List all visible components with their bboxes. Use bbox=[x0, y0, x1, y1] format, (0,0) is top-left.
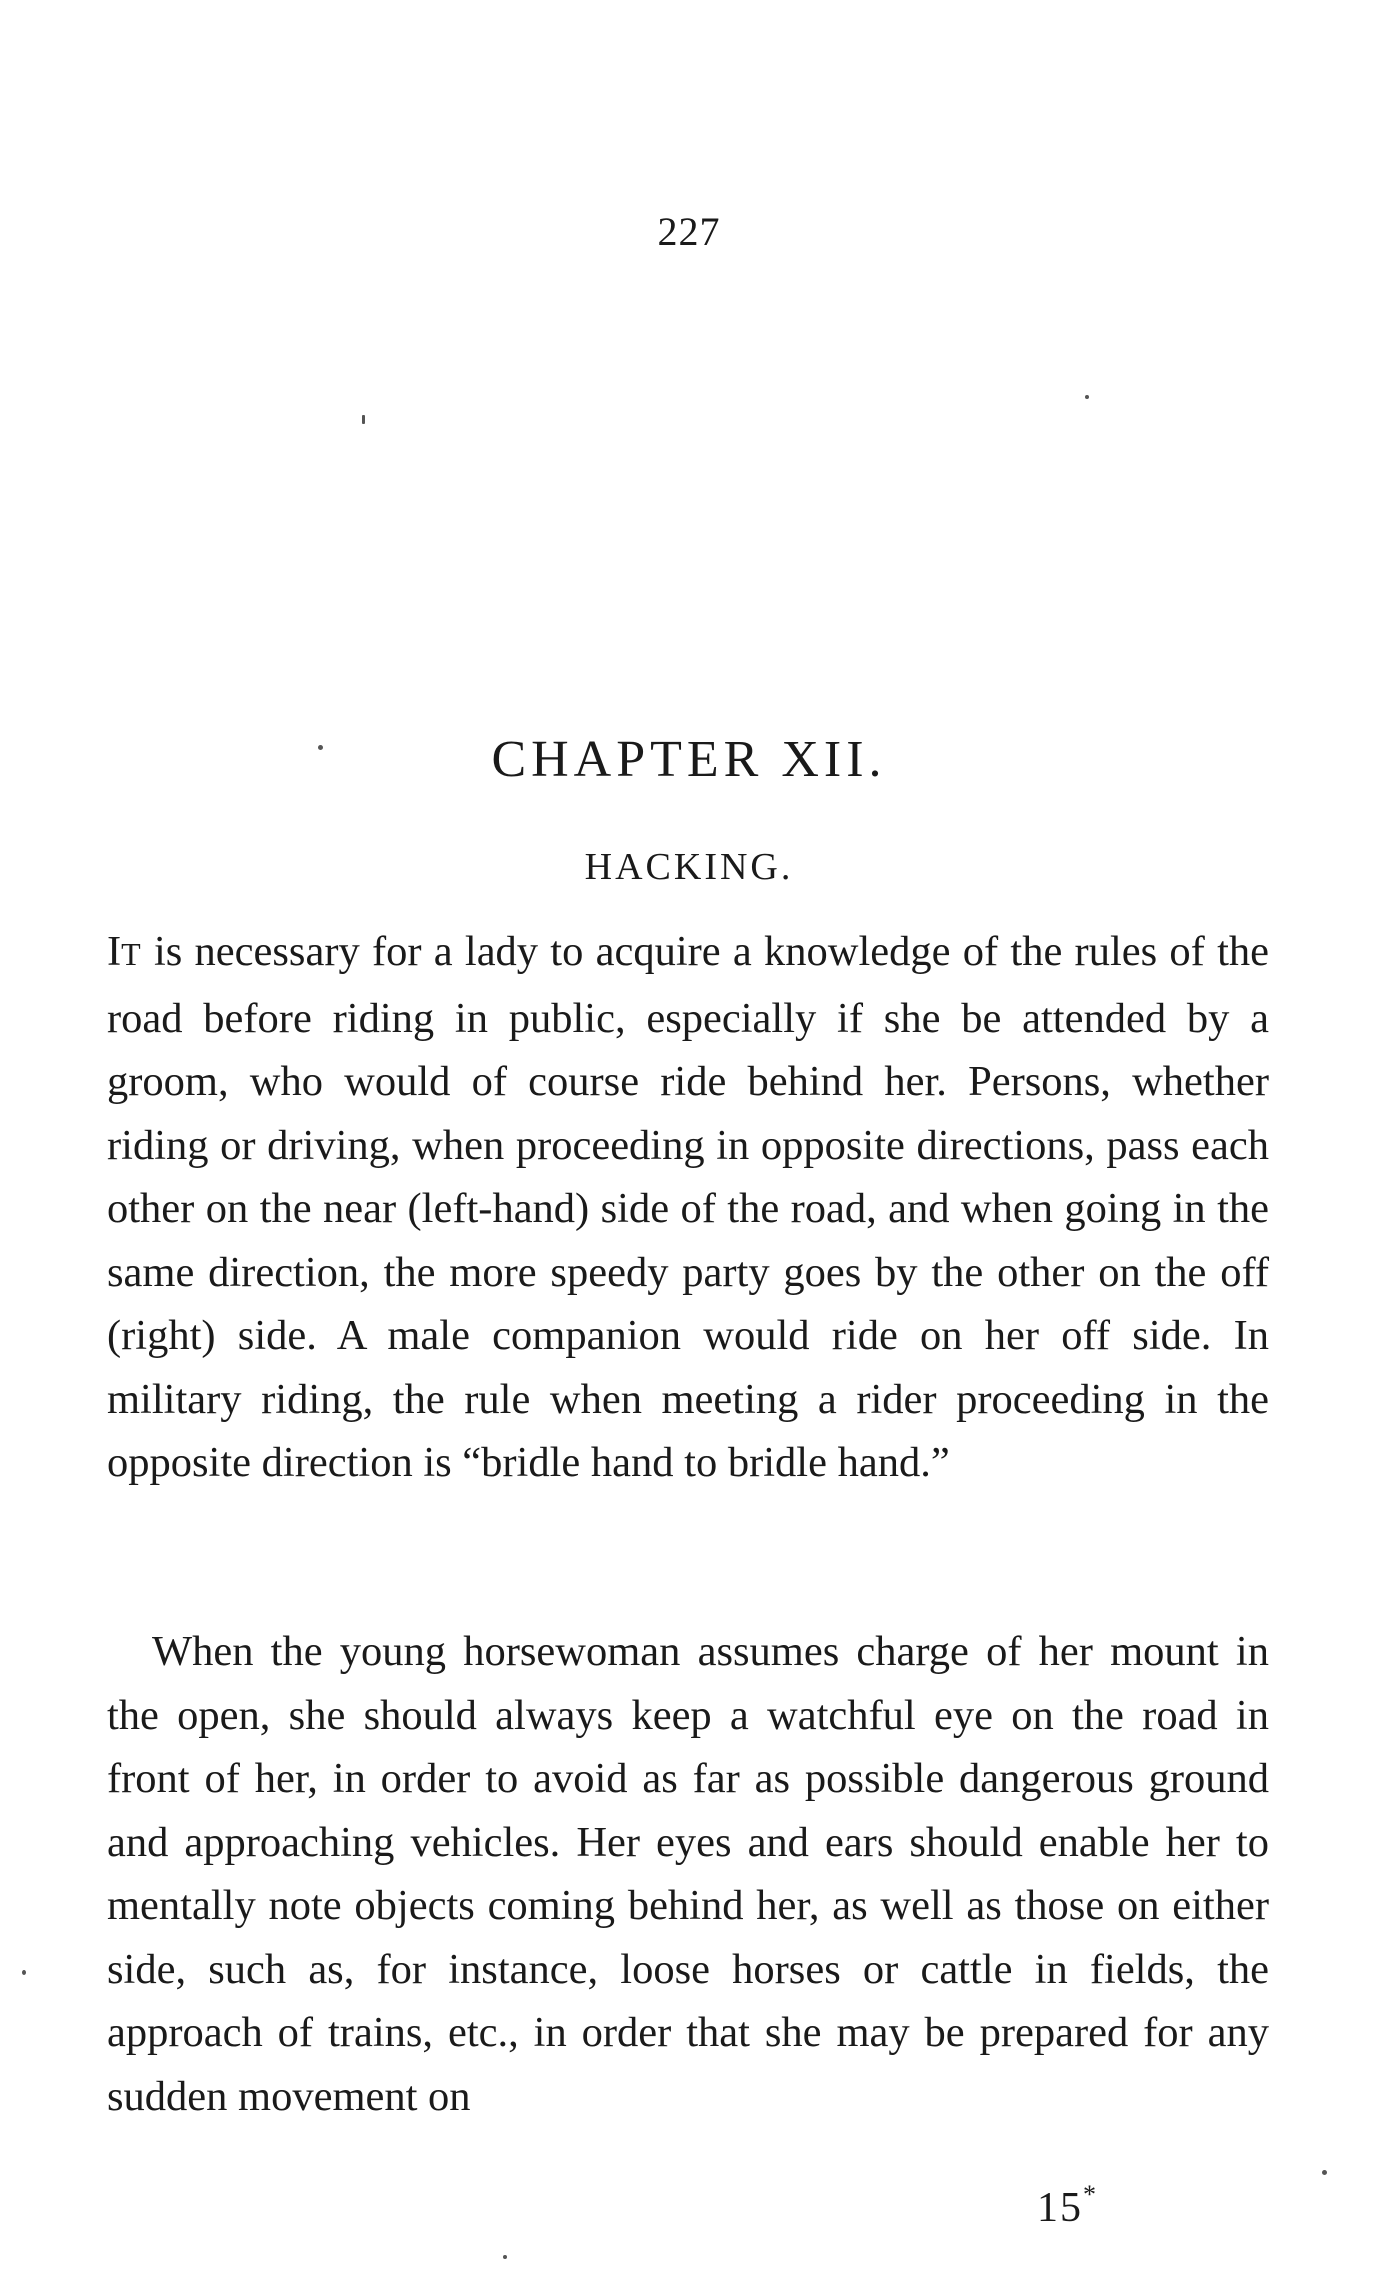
paragraph-text: is necessary for a lady to acquire a knowledge of the rules of the road before riding in public, especially if she be attended by a groom, who would of course ride behind her. Persons, whether riding or driving, when proceeding in opposite directions, pass each other on the near (left-hand) side of the road, and when going in the same direction, the more speedy party goes by the other on the off (right) side. A male companion would ride on her off side. In military riding, the rule when meeting a rider proceeding in the opposite direction is “bridle hand to bridle hand.” bbox=[107, 928, 1269, 1486]
scan-speck bbox=[1085, 395, 1089, 399]
page-number: 227 bbox=[657, 209, 721, 254]
dropcap: I bbox=[107, 928, 122, 975]
paragraph-text: When the young horsewoman assumes charge of her mount in the open, she should always keep a watchful eye on the road in front of her, in order to avoid as far as possible dangerous ground and approaching vehicles. Her eyes and ears should enable her to mentally note objects coming behind her, as well as those on either side, such as, for instance, loose horses or cattle in fields, the approach of trains, etc., in order that she may be prepared for any sudden movement on bbox=[107, 1628, 1269, 2120]
chapter-subtitle: HACKING. bbox=[584, 846, 794, 888]
scan-speck bbox=[1322, 2170, 1327, 2175]
dropcap-smallcaps: T bbox=[121, 936, 142, 972]
scan-speck bbox=[503, 2255, 507, 2259]
scan-speck bbox=[362, 415, 365, 424]
paragraph bbox=[107, 1620, 1269, 2128]
chapter-title: CHAPTER XII. bbox=[491, 731, 887, 788]
signature-mark bbox=[1037, 2180, 1098, 2232]
scan-speck bbox=[22, 1970, 26, 1975]
paragraph bbox=[107, 920, 1269, 1495]
scan-speck bbox=[318, 745, 323, 750]
signature-star: * bbox=[1083, 2180, 1098, 2209]
signature-number: 15 bbox=[1037, 2185, 1083, 2231]
